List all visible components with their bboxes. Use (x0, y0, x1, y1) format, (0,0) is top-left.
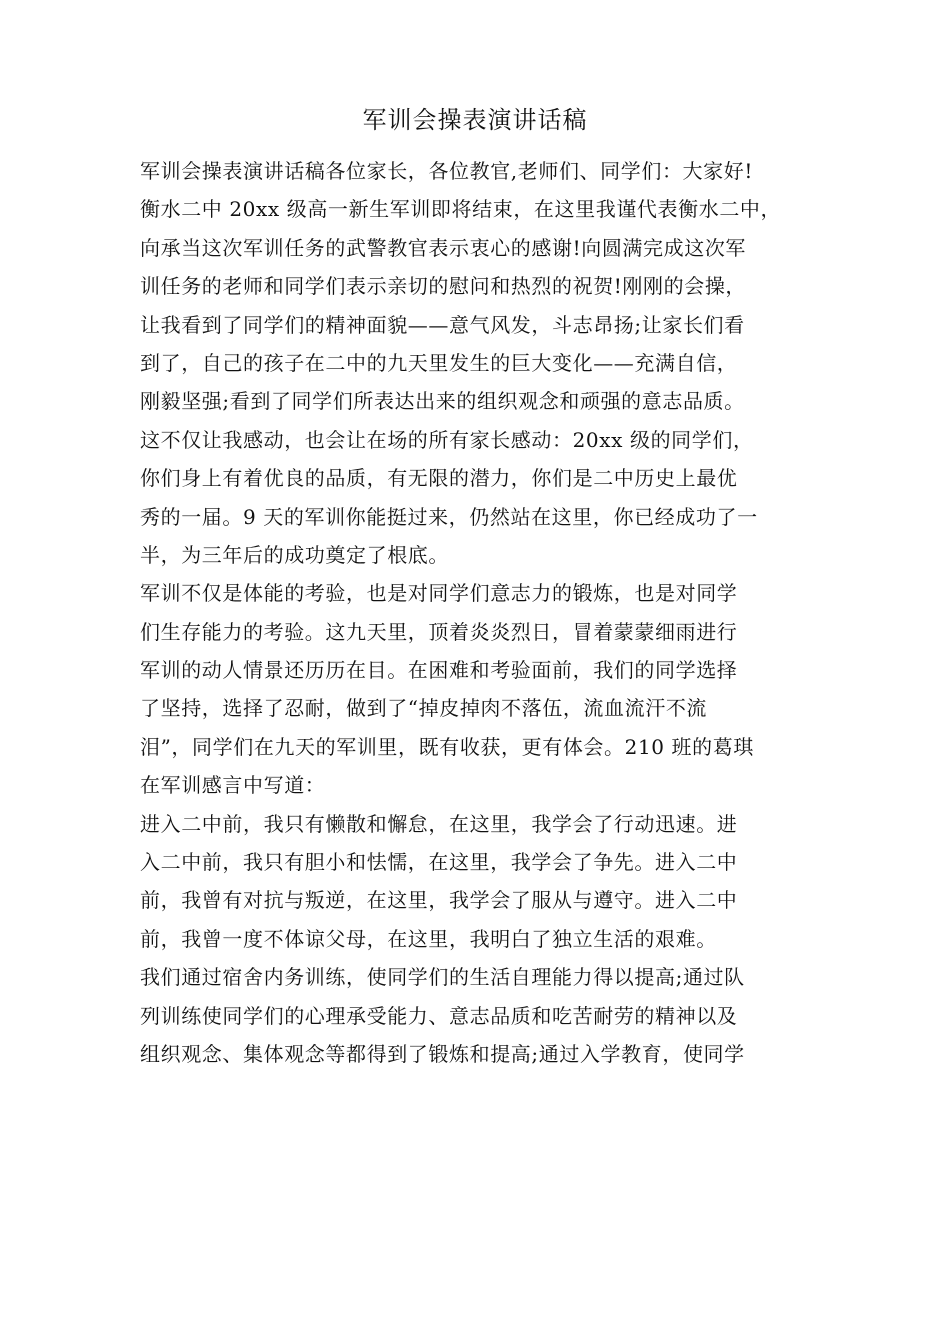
text-line: 在军训感言中写道： (140, 773, 326, 798)
document-title: 军训会操表演讲话稿 (362, 106, 588, 134)
text-line: 进入二中前，我只有懒散和懈怠，在这里，我学会了行动迅速。进 (140, 811, 738, 836)
text-line: 军训不仅是体能的考验，也是对同学们意志力的锻炼，也是对同学 (140, 581, 738, 606)
text-line: 前，我曾有对抗与叛逆，在这里，我学会了服从与遵守。进入二中 (140, 888, 738, 913)
text-line: 你们身上有着优良的品质，有无限的潜力，你们是二中历史上最优 (140, 466, 738, 491)
text-line: 训任务的老师和同学们表示亲切的慰问和热烈的祝贺!刚刚的会操， (140, 274, 747, 299)
text-line: 这不仅让我感动，也会让在场的所有家长感动：20xx 级的同学们， (140, 427, 754, 452)
text-line: 组织观念、集体观念等都得到了锻炼和提高;通过入学教育，使同学 (140, 1041, 745, 1066)
text-line: 们生存能力的考验。这九天里，顶着炎炎烈日，冒着蒙蒙细雨进行 (140, 619, 738, 644)
text-line: 军训会操表演讲话稿各位家长，各位教官,老师们、同学们：大家好! (140, 159, 753, 183)
text-line: 军训的动人情景还历历在目。在困难和考验面前，我们的同学选择 (140, 658, 738, 683)
text-line: 前，我曾一度不体谅父母，在这里，我明白了独立生活的艰难。 (140, 926, 717, 951)
text-line: 入二中前，我只有胆小和怯懦，在这里，我学会了争先。进入二中 (140, 850, 738, 875)
text-line: 向承当这次军训任务的武警教官表示衷心的感谢!向圆满完成这次军 (140, 235, 747, 260)
text-line: 列训练使同学们的心理承受能力、意志品质和吃苦耐劳的精神以及 (140, 1003, 738, 1028)
text-line: 刚毅坚强;看到了同学们所表达出来的组织观念和顽强的意志品质。 (140, 389, 745, 414)
text-line: 让我看到了同学们的精神面貌——意气风发，斗志昂扬;让家长们看 (140, 312, 745, 337)
text-line: 我们通过宿舍内务训练，使同学们的生活自理能力得以提高;通过队 (140, 965, 745, 990)
document-body (140, 152, 812, 1073)
text-line: 半，为三年后的成功奠定了根底。 (140, 542, 449, 567)
text-line: 秀的一届。9 天的军训你能挺过来，仍然站在这里，你已经成功了一 (140, 504, 758, 529)
text-line: 了坚持，选择了忍耐，做到了“掉皮掉肉不落伍，流血流汗不流 (140, 696, 708, 721)
text-line: 到了，自己的孩子在二中的九天里发生的巨大变化——充满自信， (140, 350, 738, 375)
text-line: 泪”，同学们在九天的军训里，既有收获，更有体会。210 班的葛琪 (140, 734, 754, 759)
text-line: 衡水二中 20xx 级高一新生军训即将结束，在这里我谨代表衡水二中， (140, 197, 782, 222)
